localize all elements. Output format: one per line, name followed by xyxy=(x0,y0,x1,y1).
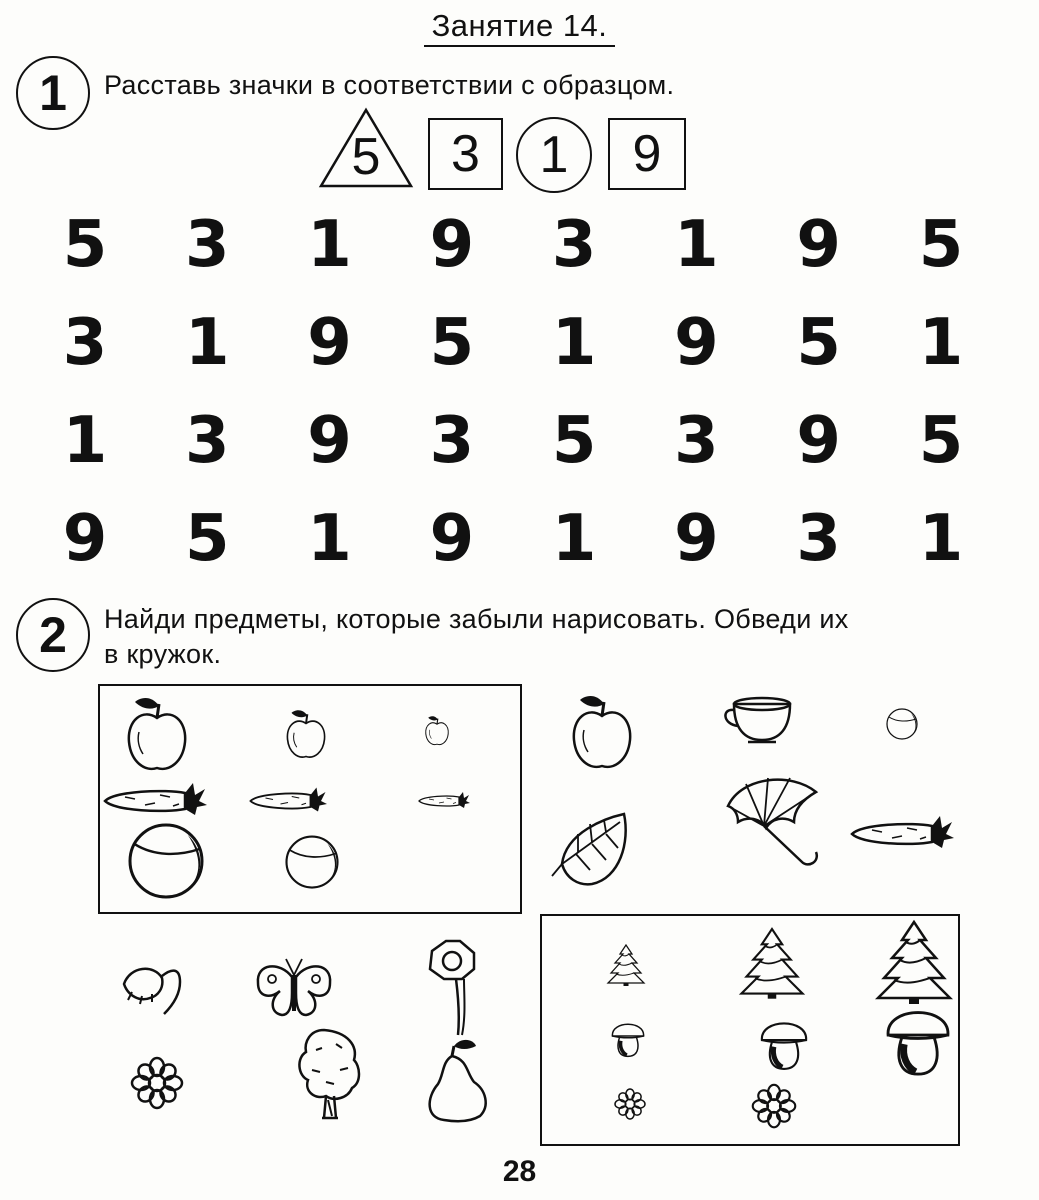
digit-cell[interactable]: 9 xyxy=(796,208,841,282)
task1-instruction: Расставь значки в соответствии с образцом. xyxy=(104,70,675,100)
butterfly-icon[interactable] xyxy=(258,959,330,1015)
fir-tree-icon[interactable] xyxy=(878,922,950,1004)
carrot-icon[interactable] xyxy=(105,783,207,815)
digit-cell[interactable]: 1 xyxy=(918,502,964,576)
sample-digit: 5 xyxy=(351,128,381,186)
fir-tree-icon[interactable] xyxy=(741,929,802,999)
tree-icon[interactable] xyxy=(299,1030,359,1118)
daffodil-icon[interactable] xyxy=(430,941,474,1035)
lesson-title: Занятие 14. xyxy=(0,8,1039,44)
digit-cell[interactable]: 3 xyxy=(674,404,719,478)
cup-icon[interactable] xyxy=(725,698,790,742)
sample-digit: 3 xyxy=(451,125,480,183)
digit-cell[interactable]: 3 xyxy=(62,306,108,380)
carrot-icon[interactable] xyxy=(852,816,954,848)
umbrella-icon[interactable] xyxy=(728,778,817,864)
digit-cell[interactable]: 9 xyxy=(674,306,719,380)
fir-tree-icon[interactable] xyxy=(608,945,644,986)
digit-cell[interactable]: 1 xyxy=(62,404,108,478)
ball-icon[interactable] xyxy=(887,709,917,739)
digit-cell[interactable]: 1 xyxy=(307,208,352,282)
pear-icon[interactable] xyxy=(430,1040,486,1121)
apple-icon[interactable] xyxy=(287,710,324,757)
digit-cell[interactable]: 5 xyxy=(918,404,964,478)
ball-icon[interactable] xyxy=(130,825,202,897)
digit-cell[interactable]: 1 xyxy=(918,306,964,380)
digit-cell[interactable]: 9 xyxy=(429,502,475,576)
daisy-icon[interactable] xyxy=(753,1085,796,1128)
carrot-icon[interactable] xyxy=(251,788,328,812)
digit-cell[interactable]: 5 xyxy=(185,502,230,576)
task2-instruction-line1: Найди предметы, которые забыли нарисовать. Обведи их xyxy=(104,604,849,634)
digit-cell[interactable]: 5 xyxy=(62,208,108,282)
digit-cell[interactable]: 9 xyxy=(307,306,352,380)
mushroom-icon[interactable] xyxy=(888,1013,948,1075)
digit-cell[interactable]: 5 xyxy=(429,306,475,380)
digit-cell[interactable]: 9 xyxy=(429,208,475,282)
digit-cell[interactable]: 1 xyxy=(185,306,230,380)
leaf-icon[interactable] xyxy=(552,814,626,884)
carrot-icon[interactable] xyxy=(419,792,470,808)
digit-cell[interactable]: 5 xyxy=(551,404,597,478)
task2-instruction-line2: в кружок. xyxy=(104,639,222,669)
digit-cell[interactable]: 9 xyxy=(796,404,841,478)
tulip-icon[interactable] xyxy=(124,969,180,1014)
apple-icon[interactable] xyxy=(574,696,630,767)
digit-cell[interactable]: 3 xyxy=(551,208,597,282)
page-number: 28 xyxy=(502,1155,537,1188)
sample-digit: 1 xyxy=(539,126,569,184)
mushroom-icon[interactable] xyxy=(762,1023,806,1068)
digit-cell[interactable]: 1 xyxy=(551,306,597,380)
digit-cell[interactable]: 1 xyxy=(551,502,597,576)
mushroom-icon[interactable] xyxy=(612,1024,643,1056)
digit-cell[interactable]: 5 xyxy=(796,306,841,380)
ball-icon[interactable] xyxy=(287,837,338,888)
sample-digit: 9 xyxy=(632,125,662,183)
task-number-1: 1 xyxy=(16,56,90,130)
digit-cell[interactable]: 3 xyxy=(185,208,230,282)
digit-cell[interactable]: 5 xyxy=(918,208,964,282)
digit-cell[interactable]: 3 xyxy=(185,404,230,478)
apple-icon[interactable] xyxy=(129,698,185,769)
digit-cell[interactable]: 9 xyxy=(62,502,108,576)
digit-cell[interactable]: 1 xyxy=(307,502,352,576)
apple-icon[interactable] xyxy=(426,716,449,744)
daisy-icon[interactable] xyxy=(132,1058,182,1108)
digit-cell[interactable]: 9 xyxy=(674,502,719,576)
digit-cell[interactable]: 9 xyxy=(307,404,352,478)
digit-cell[interactable]: 1 xyxy=(674,208,719,282)
task-number-2: 2 xyxy=(16,598,90,672)
digit-cell[interactable]: 3 xyxy=(796,502,841,576)
digit-cell[interactable]: 3 xyxy=(429,404,475,478)
daisy-icon[interactable] xyxy=(615,1089,645,1119)
